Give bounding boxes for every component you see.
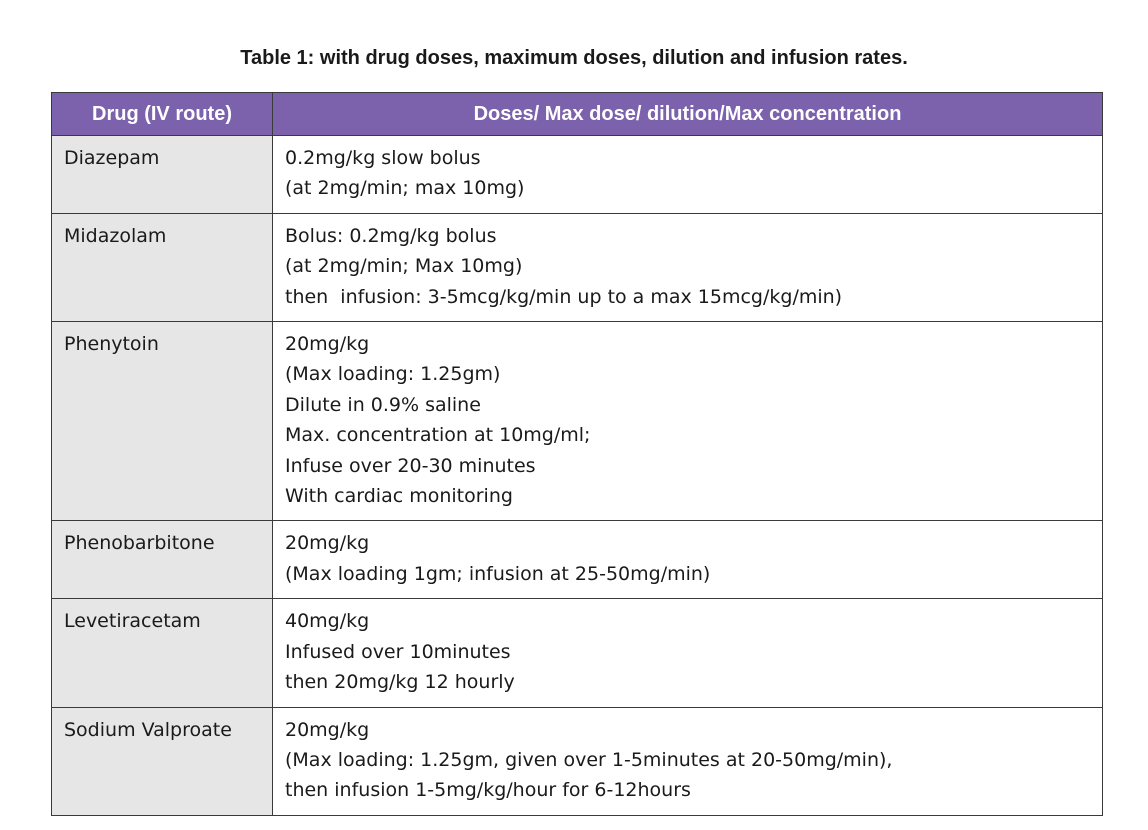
dose-cell	[273, 136, 1103, 214]
drug-name-cell	[52, 322, 273, 521]
dose-cell	[273, 707, 1103, 815]
table-header-row	[52, 93, 1103, 136]
dose-line: 40mg/kg	[285, 610, 370, 633]
dose-line: Dilute in 0.9% saline	[285, 393, 481, 416]
dose-line: (Max loading: 1.25gm)	[285, 363, 501, 386]
header-drug: Drug (IV route)	[52, 93, 273, 136]
dose-line: (at 2mg/min; Max 10mg)	[285, 255, 523, 278]
dose-line: (Max loading 1gm; infusion at 25-50mg/min)	[285, 562, 711, 585]
dose-cell	[273, 213, 1103, 321]
dose-cell	[273, 521, 1103, 599]
table-row	[52, 599, 1103, 707]
drug-name: Sodium Valproate	[64, 718, 232, 741]
table-row	[52, 213, 1103, 321]
dose-line: (at 2mg/min; max 10mg)	[285, 177, 525, 200]
drug-name-cell	[52, 213, 273, 321]
drug-dose-table	[51, 92, 1103, 816]
dose-line: 20mg/kg	[285, 333, 370, 356]
drug-name: Phenobarbitone	[64, 532, 215, 555]
drug-name: Diazepam	[64, 147, 160, 169]
dose-line: 0.2mg/kg slow bolus	[285, 147, 481, 169]
dose-cell	[273, 322, 1103, 521]
table-row	[52, 707, 1103, 815]
drug-name: Midazolam	[64, 224, 167, 247]
dose-line: then 20mg/kg 12 hourly	[285, 671, 515, 694]
table-row	[52, 322, 1103, 521]
dose-line: Bolus: 0.2mg/kg bolus	[285, 224, 497, 247]
table-row	[52, 136, 1103, 214]
table-caption: Table 1: with drug doses, maximum doses, dilution and infusion rates.	[240, 47, 908, 69]
dose-line: With cardiac monitoring	[285, 485, 513, 508]
drug-name-cell	[52, 136, 273, 214]
dose-line: then infusion: 3-5mcg/kg/min up to a max 15mcg/kg/min)	[285, 285, 843, 308]
dose-line: Infused over 10minutes	[285, 640, 511, 663]
dose-line: then infusion 1-5mg/kg/hour for 6-12hours	[285, 779, 691, 802]
table-row	[52, 521, 1103, 599]
dose-cell	[273, 599, 1103, 707]
dose-line: Infuse over 20-30 minutes	[285, 454, 536, 477]
dose-line: (Max loading: 1.25gm, given over 1-5minutes at 20-50mg/min),	[285, 748, 893, 771]
drug-name: Phenytoin	[64, 333, 159, 356]
drug-name: Levetiracetam	[64, 610, 201, 633]
drug-name-cell	[52, 599, 273, 707]
dose-line: 20mg/kg	[285, 718, 370, 741]
drug-name-cell	[52, 707, 273, 815]
dose-line: Max. concentration at 10mg/ml;	[285, 424, 591, 447]
dose-line: 20mg/kg	[285, 532, 370, 555]
drug-name-cell	[52, 521, 273, 599]
header-doses: Doses/ Max dose/ dilution/Max concentration	[273, 93, 1103, 136]
